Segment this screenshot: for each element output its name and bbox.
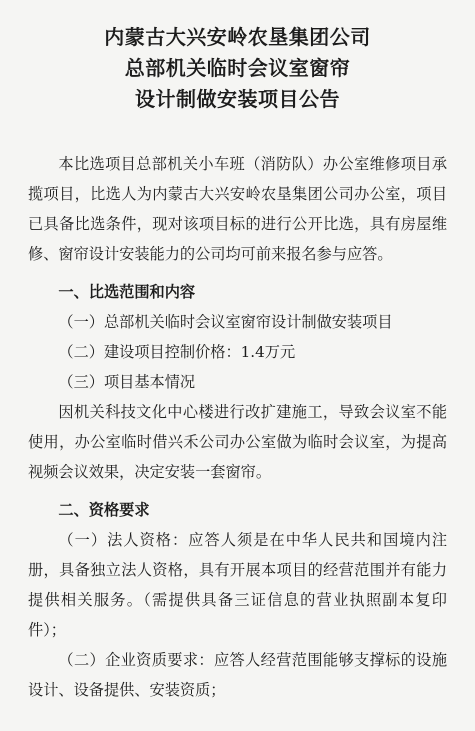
title-line-1: 内蒙古大兴安岭农垦集团公司 — [104, 25, 371, 49]
intro-paragraph: 本比选项目总部机关小车班（消防队）办公室维修项目承揽项目，比选人为内蒙古大兴安岭农垦集团公司办公室，项目已具备比选条件，现对该项目标的进行公开比选，具有房屋维修、窗帘设计安装能力的公司均可前来报名参与应答。 — [28, 155, 447, 263]
document-title — [28, 22, 447, 115]
section-2-heading: 二、资格要求 — [58, 501, 150, 519]
title-line-2: 总部机关临时会议室窗帘 — [124, 56, 351, 80]
document-body — [28, 149, 447, 705]
section-1-item-1: （一）总部机关临时会议室窗帘设计制做安装项目 — [58, 313, 393, 331]
section-1-item-3: （三）项目基本情况 — [58, 373, 196, 391]
section-1-heading: 一、比选范围和内容 — [58, 283, 196, 301]
section-2-item-1: （一）法人资格：应答人须是在中华人民共和国境内注册，具备独立法人资格，具有开展本项目的经营范围并有能力提供相关服务。（需提供具备三证信息的营业执照副本复印件）； — [28, 531, 447, 639]
section-1-item-2: （二）建设项目控制价格：1.4万元 — [58, 343, 296, 361]
title-line-3: 设计制做安装项目公告 — [135, 87, 340, 111]
section-2-item-2: （二）企业资质要求：应答人经营范围能够支撑标的设施设计、设备提供、安装资质； — [28, 651, 447, 699]
section-1-detail: 因机关科技文化中心楼进行改扩建施工，导致会议室不能使用，办公室临时借兴禾公司办公室做为临时会议室，为提高视频会议效果，决定安装一套窗帘。 — [28, 403, 447, 481]
